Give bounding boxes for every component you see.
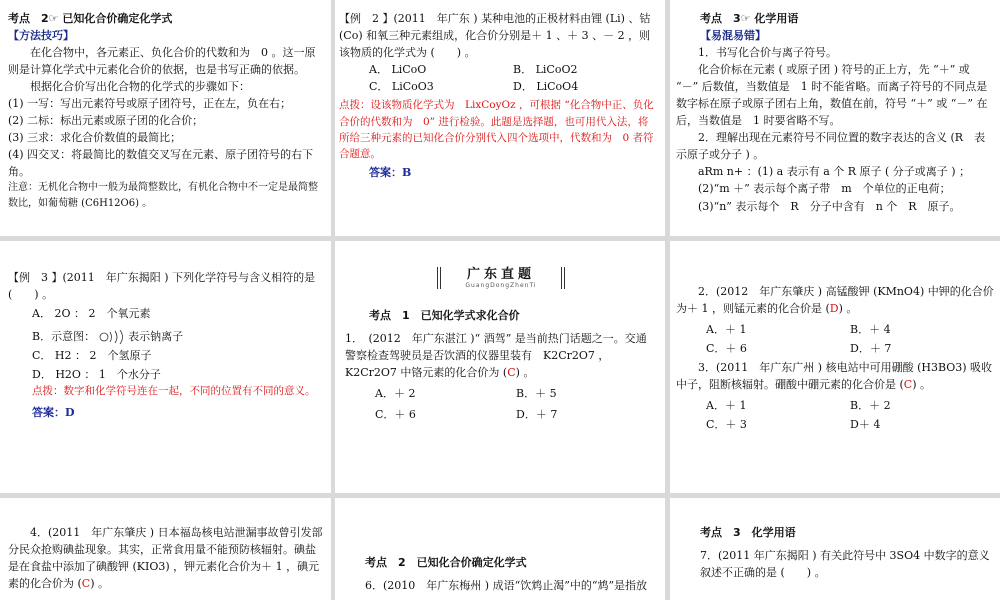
answer-blank: C bbox=[81, 577, 91, 591]
slide-example-2 bbox=[335, 0, 665, 236]
paragraph: (3)“n” 表示每个 R 分子中含有 n 个 R 原子。 bbox=[698, 199, 961, 213]
paragraph: 化合价标在元素 ( 或原子团 ) 符号的正上方，先 “＋” 或 “－” 后数值，当数值是 1 时不能省略。而离子符号的不同点是数字标在原子或原子团右上角，数值在前，符号 “＋” 或 “－” 在后，当数值是 1 时要省略不写。 bbox=[676, 63, 988, 128]
paragraph: aRm n+ ：(1) a 表示有 a 个 R 原子 ( 分子或离子 ) ； bbox=[698, 165, 971, 179]
question-end: ) 。 bbox=[912, 378, 932, 392]
option-a: A．＋ 2 bbox=[375, 387, 416, 401]
option-c: C．＋ 6 bbox=[375, 408, 416, 422]
hint-text: 点拨：设该物质化学式为 LixCoyOz ，可根据 “化合物中正、负化合价的代数和为 0” 进行检验。此题是选择题，也可用代入法，将所给三种元素的已知化合价分别代入四个选项中，代数和为 0 者符合题意。 bbox=[339, 99, 654, 161]
question-2 bbox=[676, 283, 994, 317]
option-c: C． LiCoO3 bbox=[369, 80, 434, 94]
step-item: (3) 三求：求化合价数值的最简比； bbox=[8, 131, 182, 145]
question-end: ) 。 bbox=[784, 566, 826, 580]
option-c: C．＋ 6 bbox=[706, 342, 747, 356]
answer-text: 答案：B bbox=[369, 166, 412, 180]
option-b: B．＋ 4 bbox=[850, 323, 891, 337]
option-d: D． H2O ： 1 个水分子 bbox=[32, 368, 161, 382]
options-row bbox=[676, 397, 994, 414]
method-subheading: 【方法技巧】 bbox=[8, 29, 74, 43]
question-body: 3．(2011 年广东广州 ) 核电站中可用硼酸 (H3BO3) 吸收中子，阻断核辐射。硼酸中硼元素的化合价是 ( bbox=[676, 361, 993, 392]
question-3 bbox=[676, 359, 994, 393]
step-item: (4) 四交叉：将最简比的数值交叉写在元素、原子团符号的右下角。 bbox=[8, 148, 314, 179]
options-row bbox=[676, 340, 994, 357]
question-7 bbox=[700, 547, 992, 581]
question-body: 7．(2011 年广东揭阳 ) 有关此符号中 3SO4 中数字的意义叙述不正确的是 ( bbox=[700, 549, 990, 580]
option-b: B． LiCoO2 bbox=[513, 63, 578, 77]
section-heading: 考点 3 化学用语 bbox=[700, 526, 796, 539]
options-row bbox=[345, 385, 657, 402]
option-b-label: B．示意图： bbox=[32, 330, 96, 344]
option-b-text: 表示钠离子 bbox=[128, 330, 184, 344]
question-end: ) 。 bbox=[838, 302, 858, 316]
option-a: A．＋ 1 bbox=[706, 399, 747, 413]
question-text bbox=[345, 330, 657, 381]
question-4 bbox=[8, 524, 323, 592]
answer-blank: D bbox=[829, 302, 839, 316]
paragraph: 在化合物中，各元素正、负化合价的代数和为 0 。这一原则是计算化学式中元素化合价的依据，也是书写正确的依据。 bbox=[8, 46, 316, 77]
question-body: 1． (2012 年广东湛江 )“ 酒驾” 是当前热门话题之一。交通警察检查驾驶员是否饮酒的仪器里装有 K2Cr2O7 ， K2Cr2O7 中铬元素的化合价为 ( bbox=[345, 332, 647, 380]
banner-text: 广东直题 bbox=[466, 267, 535, 282]
option-d: D＋ 4 bbox=[850, 418, 881, 432]
slide-method bbox=[0, 0, 331, 236]
option-a: A．＋ 1 bbox=[706, 323, 747, 337]
question-end: ) 。 bbox=[515, 366, 535, 380]
options-row bbox=[339, 78, 657, 95]
paragraph: 2．理解出现在元素符号不同位置的数字表达的含义 (R 表示原子或分子 ) 。 bbox=[676, 131, 986, 162]
paragraph: (2)“m ＋” 表示每个离子带 m 个单位的正电荷； bbox=[698, 182, 951, 196]
step-item: (1) 一写：写出元素符号或原子团符号，正在左，负在右； bbox=[8, 97, 292, 111]
atom-diagram-icon bbox=[99, 330, 125, 344]
option-c: C． H2 ： 2 个氢原子 bbox=[32, 349, 152, 363]
option-b: B．＋ 2 bbox=[850, 399, 891, 413]
answer-text: 答案：D bbox=[32, 405, 75, 419]
banner-subtext: GuangDongZhenTi bbox=[465, 282, 537, 289]
note: 注意：无机化合物中一般为最简整数比，有机化合物中不一定是最简整数比，如葡萄糖 (C6H12O6) 。 bbox=[8, 182, 318, 209]
paragraph: 根据化合价写出化合物的化学式的步骤如下： bbox=[30, 80, 250, 94]
section-heading: 考点 2☞ 已知化合价确定化学式 bbox=[8, 12, 173, 25]
options-row bbox=[676, 321, 994, 338]
section-heading: 考点 3☞ 化学用语 bbox=[700, 12, 799, 25]
options-row bbox=[676, 416, 994, 433]
options-row bbox=[339, 61, 657, 78]
options-row bbox=[345, 406, 657, 423]
step-item: (2) 二标：标出元素或原子团的化合价； bbox=[8, 114, 204, 128]
answer-blank: C bbox=[903, 378, 913, 392]
slide-guangdong-questions bbox=[335, 241, 665, 493]
hint-text: 点拨：数字和化学符号连在一起，不同的位置有不同的意义。 bbox=[32, 385, 316, 398]
option-a: A． LiCoO bbox=[369, 63, 427, 77]
paragraph: 1．书写化合价与离子符号。 bbox=[698, 46, 837, 60]
section-heading: 考点 2 已知化合价确定化学式 bbox=[365, 556, 527, 569]
option-b bbox=[8, 328, 323, 345]
option-d: D． LiCoO4 bbox=[513, 80, 579, 94]
slide-question-7 bbox=[670, 498, 1000, 600]
question-end: ) 。 bbox=[90, 577, 110, 591]
slide-question-6 bbox=[335, 498, 665, 600]
question-text: 【例 2 】(2011 年广东 ) 某种电池的正极材料由锂 (Li) 、钴 (Co) 和氧三种元素组成，化合价分别是＋ 1 、＋ 3 、－ 2 ，则该物质的化学式为 ( ) 。 bbox=[339, 12, 651, 60]
slide-question-4 bbox=[0, 498, 331, 600]
section-heading: 考点 1 已知化学式求化合价 bbox=[369, 309, 520, 322]
question-body: 4．(2011 年广东肇庆 ) 日本福岛核电站泄漏事故曾引发部分民众抢购碘盐现象。其实，正常食用量不能预防核辐射。碘盐是在食盐中添加了碘酸钾 (KIO3) ，钾元素化合价为＋ 1 ，碘元素的化合价为 ( bbox=[8, 526, 323, 591]
question-6: 6．(2010 年广东梅州 ) 成语“饮鸩止渴”中的“鸩”是指放 bbox=[365, 579, 648, 593]
option-b: B．＋ 5 bbox=[516, 387, 557, 401]
option-a: A． 2O ： 2 个氧元素 bbox=[32, 307, 151, 321]
subheading: 【易混易错】 bbox=[700, 29, 766, 43]
banner-title bbox=[437, 267, 565, 289]
option-c: C．＋ 3 bbox=[706, 418, 747, 432]
question-text: 【例 3 】(2011 年广东揭阳 ) 下列化学符号与含义相符的是 ( ) 。 bbox=[8, 271, 316, 302]
slide-example-3 bbox=[0, 241, 331, 493]
option-d: D．＋ 7 bbox=[516, 408, 558, 422]
answer-blank: C bbox=[507, 366, 516, 380]
slide-chemical-terms bbox=[670, 0, 1000, 236]
slide-more-questions bbox=[670, 241, 1000, 493]
question-body: 2．(2012 年广东肇庆 ) 高锰酸钾 (KMnO4) 中钾的化合价为＋ 1 ，则锰元素的化合价是 ( bbox=[676, 285, 994, 316]
option-d: D．＋ 7 bbox=[850, 342, 892, 356]
